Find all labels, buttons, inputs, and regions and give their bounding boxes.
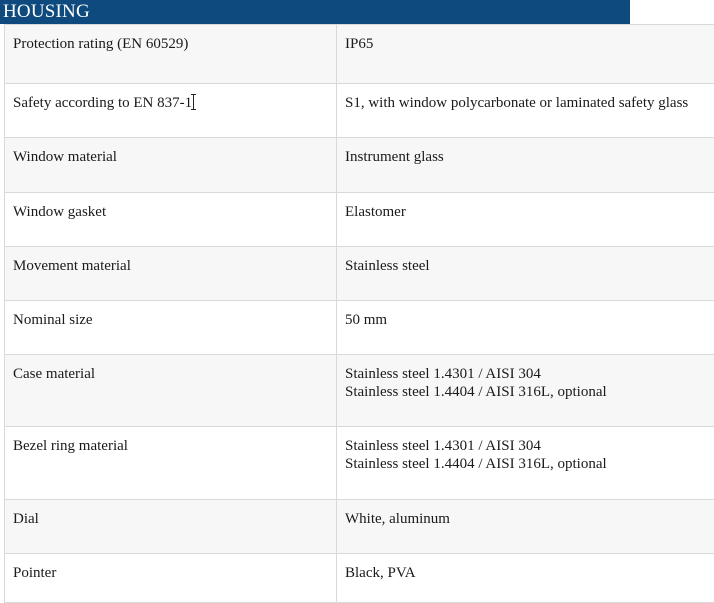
spec-value-text: Elastomer: [345, 203, 706, 221]
spec-value-text: S1, with window polycarbonate or laminated safety glass: [345, 94, 706, 112]
spec-label: [5, 301, 337, 355]
spec-label-text: Bezel ring material: [13, 438, 128, 454]
spec-value: [337, 247, 714, 301]
spec-value-text: Stainless steel 1.4404 / AISI 316L, optional: [345, 383, 706, 401]
table-row: [5, 193, 714, 247]
spec-label: [5, 500, 337, 554]
table-row: [5, 554, 714, 603]
spec-value-text: White, aluminum: [345, 510, 706, 528]
table-row: [5, 84, 714, 138]
spec-label-text: Pointer: [13, 565, 56, 581]
table-row: [5, 355, 714, 427]
spec-value-text: Stainless steel: [345, 257, 706, 275]
housing-spec-table: [4, 24, 714, 603]
spec-label: [5, 84, 337, 138]
spec-label: [5, 247, 337, 301]
spec-value-text: Stainless steel 1.4301 / AISI 304: [345, 437, 706, 455]
spec-label-text: Window gasket: [13, 204, 106, 220]
spec-label: [5, 138, 337, 193]
spec-value-text: IP65: [345, 35, 706, 53]
spec-label-text: Dial: [13, 511, 39, 527]
spec-label-text: Nominal size: [13, 312, 93, 328]
spec-label: [5, 427, 337, 500]
text-cursor-icon: [190, 94, 197, 110]
spec-value: [337, 25, 714, 84]
spec-value: [337, 355, 714, 427]
spec-label: [5, 25, 337, 84]
spec-label-text: Case material: [13, 366, 95, 382]
spec-value: [337, 554, 714, 603]
spec-label-text: Movement material: [13, 258, 131, 274]
spec-value: [337, 84, 714, 138]
spec-value-text: Instrument glass: [345, 148, 706, 166]
table-row: [5, 25, 714, 84]
spec-value-text: Stainless steel 1.4301 / AISI 304: [345, 365, 706, 383]
spec-value-text: 50 mm: [345, 311, 706, 329]
spec-label: [5, 554, 337, 603]
table-row: [5, 301, 714, 355]
section-header-housing: [0, 0, 630, 24]
spec-label-text: Window material: [13, 149, 117, 165]
table-row: [5, 138, 714, 193]
spec-label: [5, 355, 337, 427]
spec-label: [5, 193, 337, 247]
table-row: [5, 500, 714, 554]
section-title: HOUSING: [3, 1, 90, 22]
spec-value: [337, 301, 714, 355]
spec-label-text: Safety according to EN 837-1: [13, 95, 192, 111]
spec-value: [337, 500, 714, 554]
spec-value: [337, 138, 714, 193]
spec-value: [337, 427, 714, 500]
spec-label-text: Protection rating (EN 60529): [13, 36, 188, 52]
table-row: [5, 247, 714, 301]
spec-value: [337, 193, 714, 247]
spec-value-text: Black, PVA: [345, 564, 706, 582]
spec-value-text: Stainless steel 1.4404 / AISI 316L, optional: [345, 455, 706, 473]
table-row: [5, 427, 714, 500]
